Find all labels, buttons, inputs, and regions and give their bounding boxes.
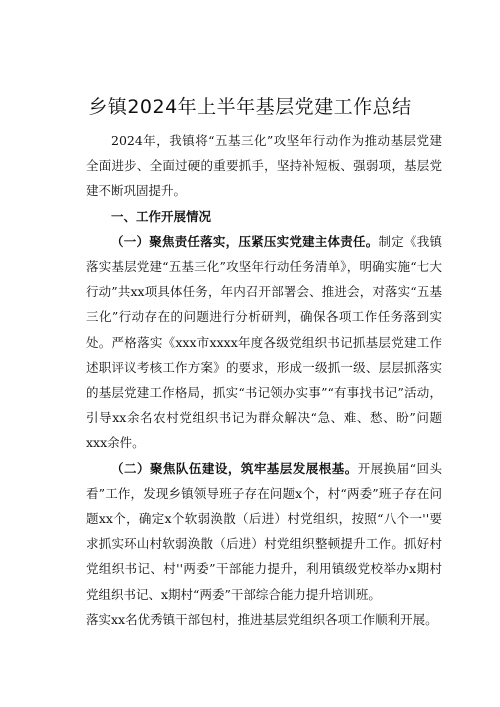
subsection-responsibility-paragraph (86, 229, 442, 456)
subsection-team-lead: （二）聚焦队伍建设，筑牢基层发展根基。 (111, 460, 358, 476)
document-title: 乡镇2024年上半年基层党建工作总结 (88, 96, 412, 118)
subsection-responsibility-body: 制定《我镇落实基层党建“五基三化”攻坚年行动任务清单》，明确实施“七大行动”共xx项具体任务，年内召开部署会、推进会，对落实“五基三化”行动存在的问题进行分析研判，确保各项工作任务落到实处。严格落实《xxx市xxxx年度各级党组织书记抓基层党建工作述职评议考核工作方案》的要求，形成一级抓一级、层层抓落实的基层党建工作格局，抓实“书记领办实事”“有事找书记”活动，引导xx余名农村党组织书记为群众解决“急、难、愁、盼”问题xxx余件。 (86, 233, 442, 451)
section-heading-work-status: 一、工作开展情况 (111, 208, 212, 224)
subsection-team-body: 开展换届“回头看”工作，发现乡镇领导班子存在问题x个，村“两委”班子存在问题xx个，确定x个软弱涣散（后进）村党组织，按照“八个一''要求抓实环山村软弱涣散（后进）村党组织整顿提升工作。抓好村党组织书记、村''两委”干部能力提升，利用镇级党校举办x期村党组织书记、x期村“两委”干部综合能力提升培训班。 (86, 460, 442, 602)
document-body (86, 128, 442, 632)
subsection-team-paragraph (86, 456, 442, 607)
intro-paragraph: 2024年，我镇将“五基三化”攻坚年行动作为推动基层党建全面进步、全面过硬的重要抓手，坚持补短板、强弱项，基层党建不断巩固提升。 (86, 133, 442, 199)
closing-paragraph: 落实xx名优秀镇干部包村，推进基层党组织各项工作顺利开展。 (86, 611, 438, 627)
subsection-responsibility-lead: （一）聚焦责任落实，压紧压实党建主体责任。 (111, 233, 379, 249)
